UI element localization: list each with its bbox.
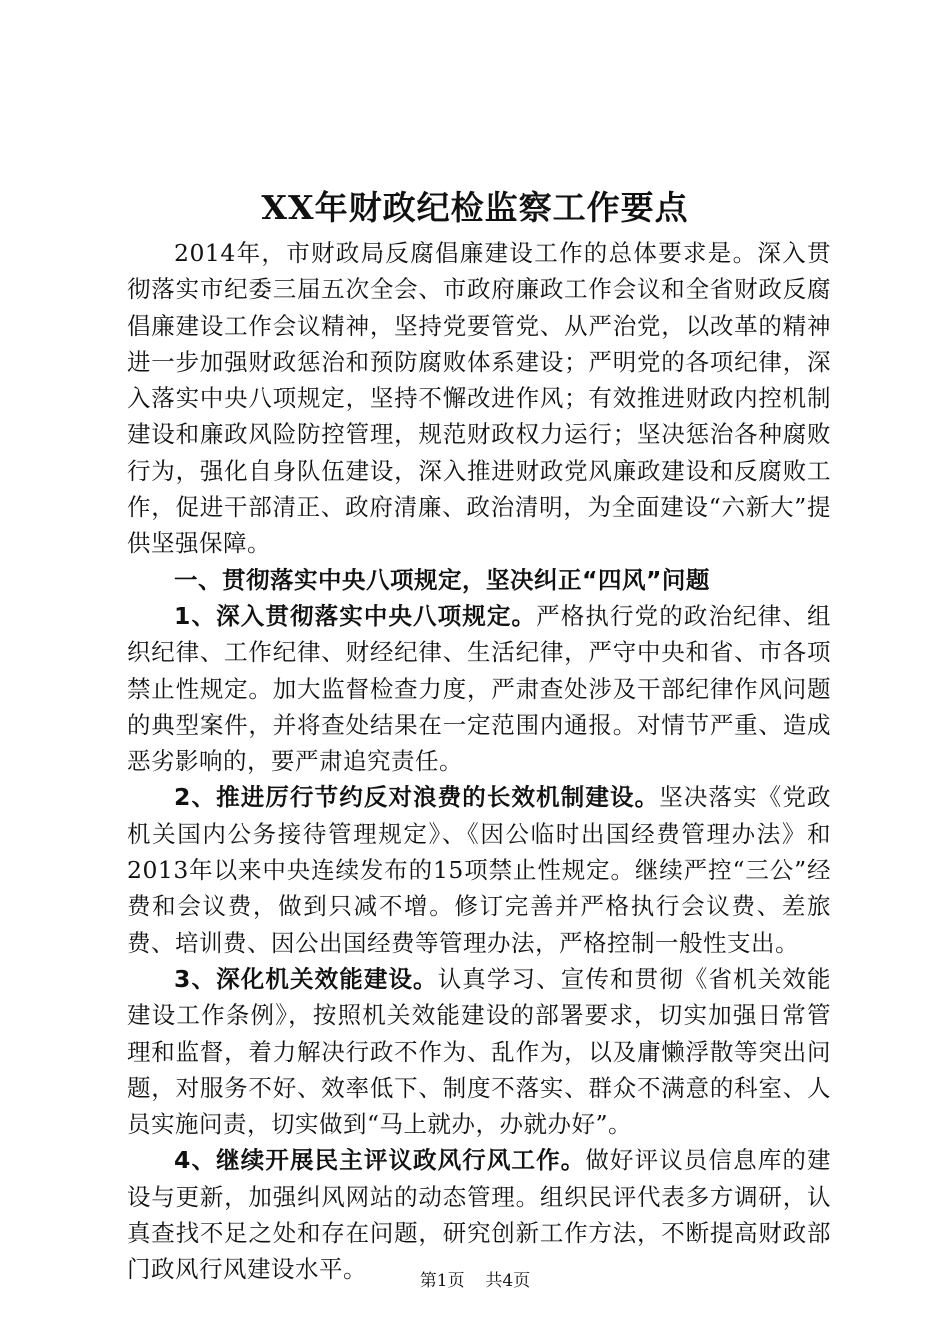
page-footer bbox=[0, 1270, 950, 1292]
item-paragraph-2 bbox=[127, 779, 831, 960]
item-lead-2: 2、推进厉行节约反对浪费的长效机制建设。 bbox=[174, 783, 660, 812]
item-lead-1: 1、深入贯彻落实中央八项规定。 bbox=[174, 601, 537, 630]
page-total: 共4页 bbox=[485, 1271, 531, 1291]
item-text-2: 坚决落实《党政机关国内公务接待管理规定》、《因公临时出国经费管理办法》和2013年以来中央连续发布的15项禁止性规定。继续严控“三公”经费和会议费，做到只减不增。修订完善并严格执行会议费、差旅费、培训费、因公出国经费等管理办法，严格控制一般性支出。 bbox=[127, 783, 832, 957]
section-heading: 一、贯彻落实中央八项规定，坚决纠正“四风”问题 bbox=[174, 565, 710, 594]
page-number: 第1页 bbox=[419, 1271, 465, 1291]
item-lead-3: 3、深化机关效能建设。 bbox=[174, 964, 438, 993]
item-lead-4: 4、继续开展民主评议政风行风工作。 bbox=[174, 1146, 586, 1175]
document-title: XX年财政纪检监察工作要点 bbox=[261, 188, 689, 227]
intro-paragraph: 2014年，市财政局反腐倡廉建设工作的总体要求是。深入贯彻落实市纪委三届五次全会、市政府廉政工作会议和全省财政反腐倡廉建设工作会议精神，坚持党要管党、从严治党，以改革的精神进一步加强财政惩治和预防腐败体系建设；严明党的各项纪律，深入落实中央八项规定，坚持不懈改进作风；有效推进财政内控机制建设和廉政风险防控管理，规范财政权力运行；坚决惩治各种腐败行为，强化自身队伍建设，深入推进财政党风廉政建设和反腐败工作，促进干部清正、政府清廉、政治清明，为全面建设“六新大”提供坚强保障。 bbox=[127, 239, 831, 558]
item-paragraph-3 bbox=[127, 961, 831, 1142]
item-paragraph-4 bbox=[127, 1142, 831, 1287]
item-paragraph-1 bbox=[127, 598, 831, 779]
item-text-1: 严格执行党的政治纪律、组织纪律、工作纪律、财经纪律、生活纪律，严守中央和省、市各项禁止性规定。加大监督检查力度，严肃查处涉及干部纪律作风问题的典型案件，并将查处结果在一定范围内通报。对情节严重、造成恶劣影响的，要严肃追究责任。 bbox=[127, 601, 832, 776]
item-text-3: 认真学习、宣传和贯彻《省机关效能建设工作条例》，按照机关效能建设的部署要求，切实加强日常管理和监督，着力解决行政不作为、乱作为，以及庸懒浮散等突出问题，对服务不好、效率低下、制度不落实、群众不满意的科室、人员实施问责，切实做到“马上就办，办就办好”。 bbox=[127, 964, 831, 1139]
document-body bbox=[127, 235, 831, 1288]
item-text-4: 做好评议员信息库的建设与更新，加强纠风网站的动态管理。组织民评代表多方调研，认真查找不足之处和存在问题，研究创新工作方法，不断提高财政部门政风行风建设水平。 bbox=[127, 1146, 831, 1284]
